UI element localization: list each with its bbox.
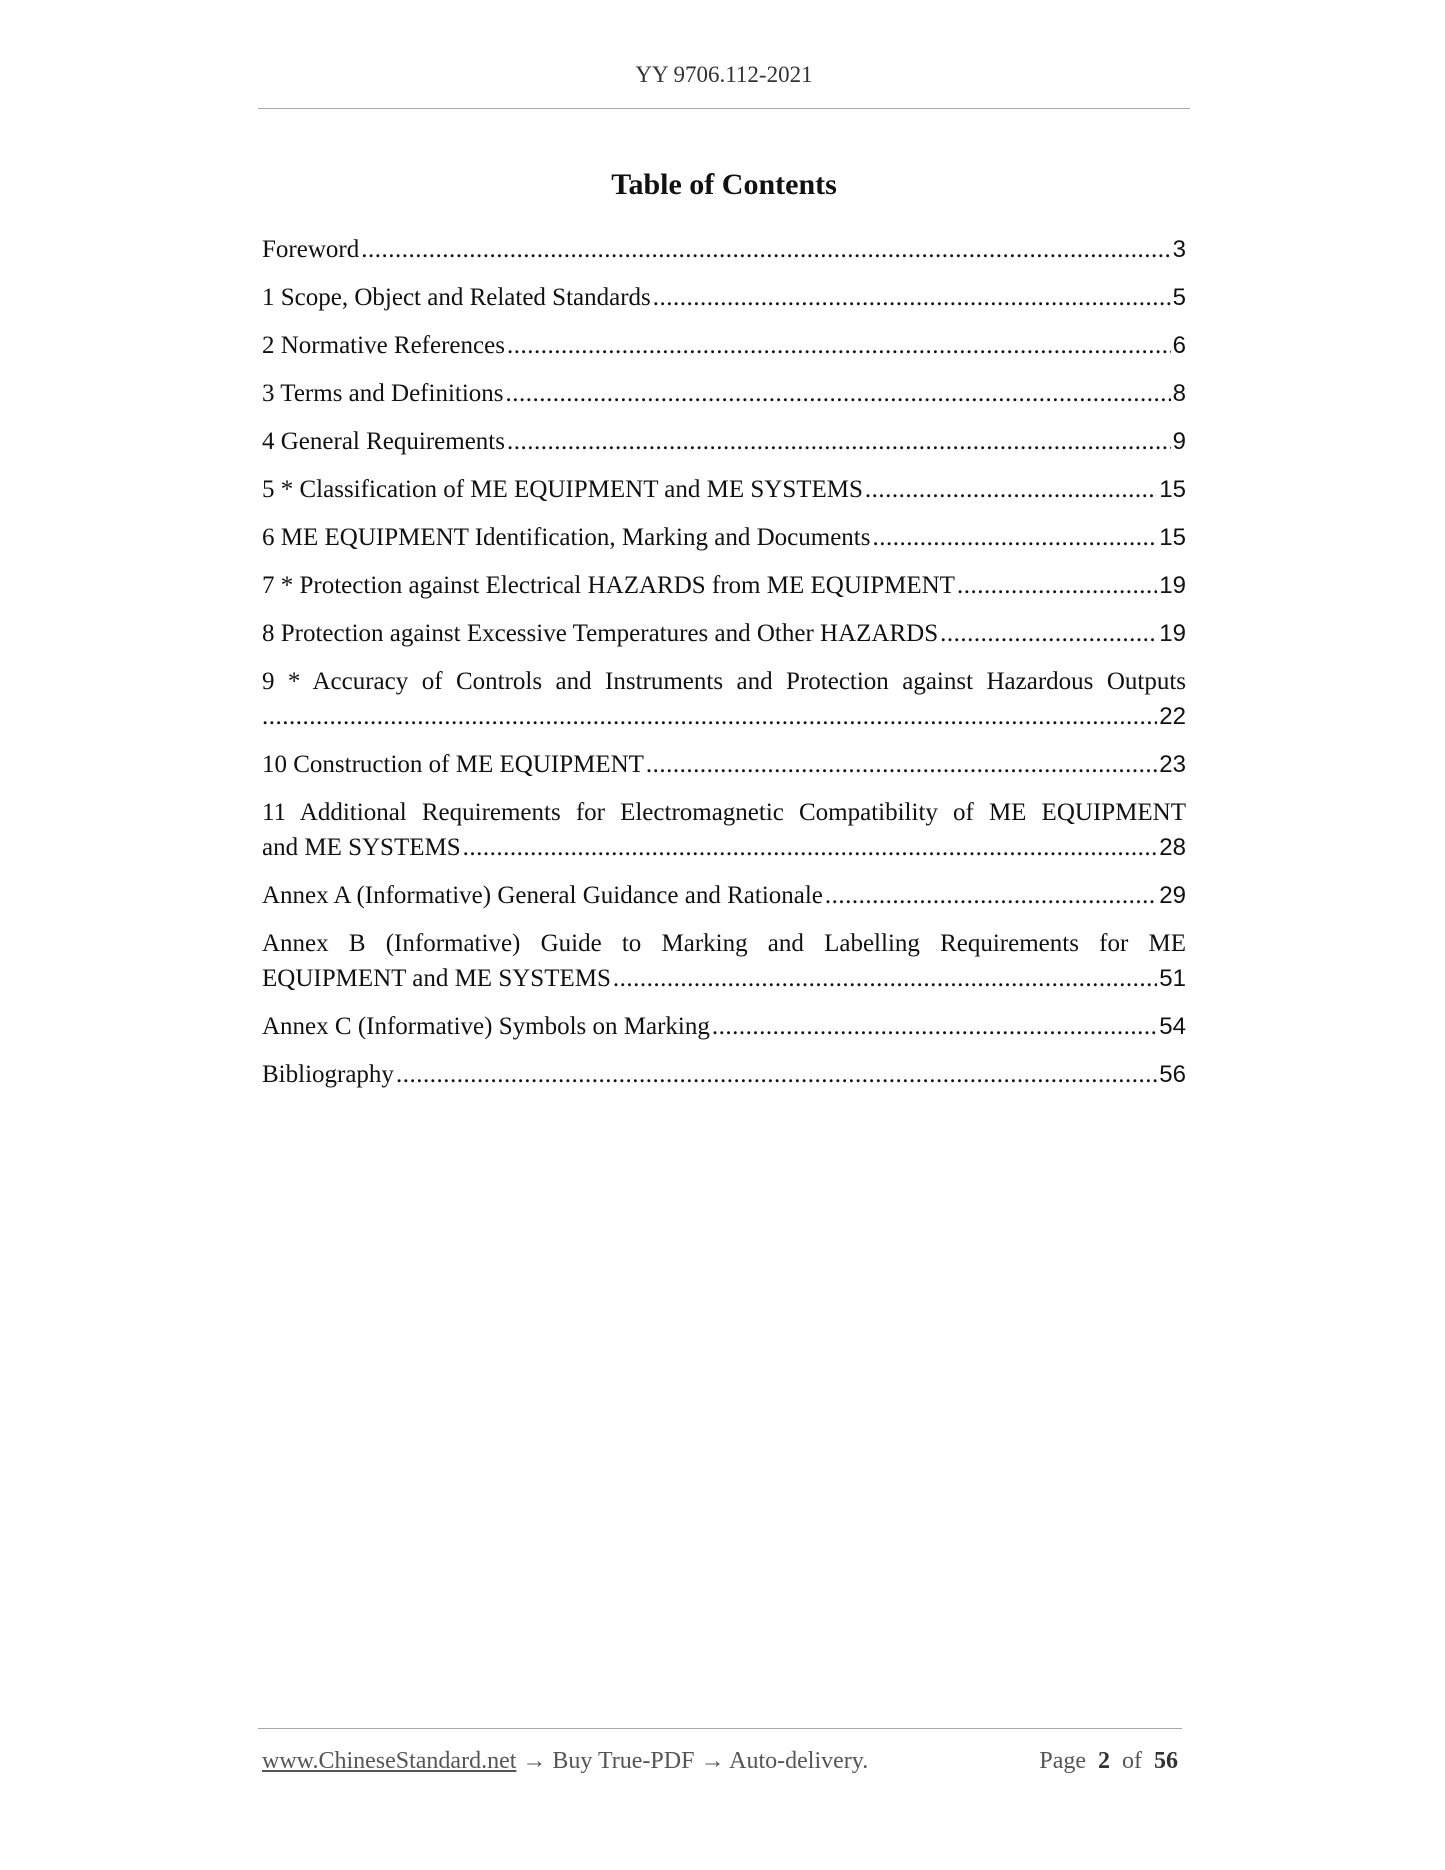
dot-leader <box>262 699 1157 734</box>
toc-entry-title: Foreword <box>262 236 360 263</box>
toc-entry-title: 5 * Classification of ME EQUIPMENT and ME SYSTEMS <box>262 476 863 503</box>
toc-entry-terms-definitions[interactable] <box>262 376 1186 411</box>
toc-entry-title: 3 Terms and Definitions <box>262 380 504 407</box>
document-code-header: YY 9706.112-2021 <box>635 62 813 87</box>
toc-entry-page: 15 <box>1159 476 1186 503</box>
toc-entry-page: 9 <box>1172 428 1186 455</box>
toc-entry-title: 9 * Accuracy of Controls and Instruments and Protection against Hazardous Outputs <box>262 668 1186 695</box>
toc-entry-page: 28 <box>1159 834 1186 861</box>
toc-entry-page: 19 <box>1159 620 1186 647</box>
toc-entry-normative-references[interactable] <box>262 328 1186 363</box>
toc-entry-electrical-hazards[interactable] <box>262 568 1186 603</box>
toc-entry-title: Bibliography <box>262 1061 394 1088</box>
page-footer <box>262 1748 1178 1775</box>
page-label: Page <box>1039 1748 1086 1774</box>
toc-entry-page: 54 <box>1159 1013 1186 1040</box>
footer-promo <box>262 1748 868 1775</box>
toc-entry-accuracy[interactable] <box>262 664 1186 734</box>
toc-entry-page: 3 <box>1172 236 1186 263</box>
toc-entry-title-continued: EQUIPMENT and ME SYSTEMS <box>262 965 611 992</box>
toc-entry-title: Annex A (Informative) General Guidance and Rationale <box>262 882 823 909</box>
toc-entry-title: 6 ME EQUIPMENT Identification, Marking and Documents <box>262 524 871 551</box>
toc-entry-title: 7 * Protection against Electrical HAZARDS from ME EQUIPMENT <box>262 572 955 599</box>
toc-entry-title: 8 Protection against Excessive Temperatures and Other HAZARDS <box>262 620 939 647</box>
toc-entry-identification[interactable] <box>262 520 1186 555</box>
toc-entry-title: 2 Normative References <box>262 332 505 359</box>
website-link[interactable]: www.ChineseStandard.net <box>262 1748 517 1774</box>
dot-leader <box>396 1057 1157 1092</box>
dot-leader <box>613 961 1157 996</box>
arrow-right-icon: → <box>700 1748 725 1774</box>
toc-entry-construction[interactable] <box>262 747 1186 782</box>
toc-entry-title: 4 General Requirements <box>262 428 505 455</box>
page-indicator <box>1039 1748 1178 1775</box>
current-page-number: 2 <box>1098 1748 1110 1774</box>
dot-leader <box>361 232 1170 267</box>
toc-entry-page: 29 <box>1159 882 1186 909</box>
toc-entry-foreword[interactable] <box>262 232 1186 267</box>
footer-divider <box>258 1728 1182 1729</box>
dot-leader <box>653 280 1171 315</box>
toc-entry-page: 15 <box>1159 524 1186 551</box>
dot-leader <box>506 376 1171 411</box>
dot-leader <box>646 747 1157 782</box>
toc-entry-annex-b[interactable] <box>262 926 1186 996</box>
toc-entry-title-continued: and ME SYSTEMS <box>262 834 461 861</box>
toc-entry-temperatures[interactable] <box>262 616 1186 651</box>
toc-entry-title: Annex B (Informative) Guide to Marking and Labelling Requirements for ME <box>262 930 1186 957</box>
dot-leader <box>957 568 1157 603</box>
toc-entry-bibliography[interactable] <box>262 1057 1186 1092</box>
dot-leader <box>865 472 1157 507</box>
toc-entry-title: 1 Scope, Object and Related Standards <box>262 284 651 311</box>
toc-entry-page: 8 <box>1172 380 1186 407</box>
dot-leader <box>872 520 1157 555</box>
toc-entry-page: 23 <box>1159 751 1186 778</box>
toc-entry-page: 6 <box>1172 332 1186 359</box>
toc-entry-page: 51 <box>1159 965 1186 992</box>
toc-entry-annex-c[interactable] <box>262 1009 1186 1044</box>
toc-title: Table of Contents <box>611 168 837 201</box>
toc-entry-page: 19 <box>1159 572 1186 599</box>
header-divider <box>258 108 1190 109</box>
toc-entry-title: 11 Additional Requirements for Electromagnetic Compatibility of ME EQUIPMENT <box>262 799 1186 826</box>
toc-entry-classification[interactable] <box>262 472 1186 507</box>
page-of-label: of <box>1122 1748 1142 1774</box>
auto-delivery-text: Auto-delivery. <box>729 1748 869 1774</box>
toc-entry-page: 5 <box>1172 284 1186 311</box>
toc-entry-general-requirements[interactable] <box>262 424 1186 459</box>
arrow-right-icon: → <box>522 1748 547 1774</box>
dot-leader <box>940 616 1157 651</box>
dot-leader <box>825 878 1157 913</box>
dot-leader <box>507 424 1171 459</box>
toc-entry-title: Annex C (Informative) Symbols on Marking <box>262 1013 710 1040</box>
toc-entry-title: 10 Construction of ME EQUIPMENT <box>262 751 644 778</box>
toc-entry-emc[interactable] <box>262 795 1186 865</box>
dot-leader <box>507 328 1171 363</box>
total-pages-number: 56 <box>1154 1748 1178 1774</box>
dot-leader <box>463 830 1158 865</box>
toc-entry-page: 56 <box>1159 1061 1186 1088</box>
buy-pdf-text: Buy True-PDF <box>552 1748 695 1774</box>
toc-entry-page: 22 <box>1159 703 1186 730</box>
toc-entry-annex-a[interactable] <box>262 878 1186 913</box>
dot-leader <box>712 1009 1157 1044</box>
toc-entry-scope[interactable] <box>262 280 1186 315</box>
